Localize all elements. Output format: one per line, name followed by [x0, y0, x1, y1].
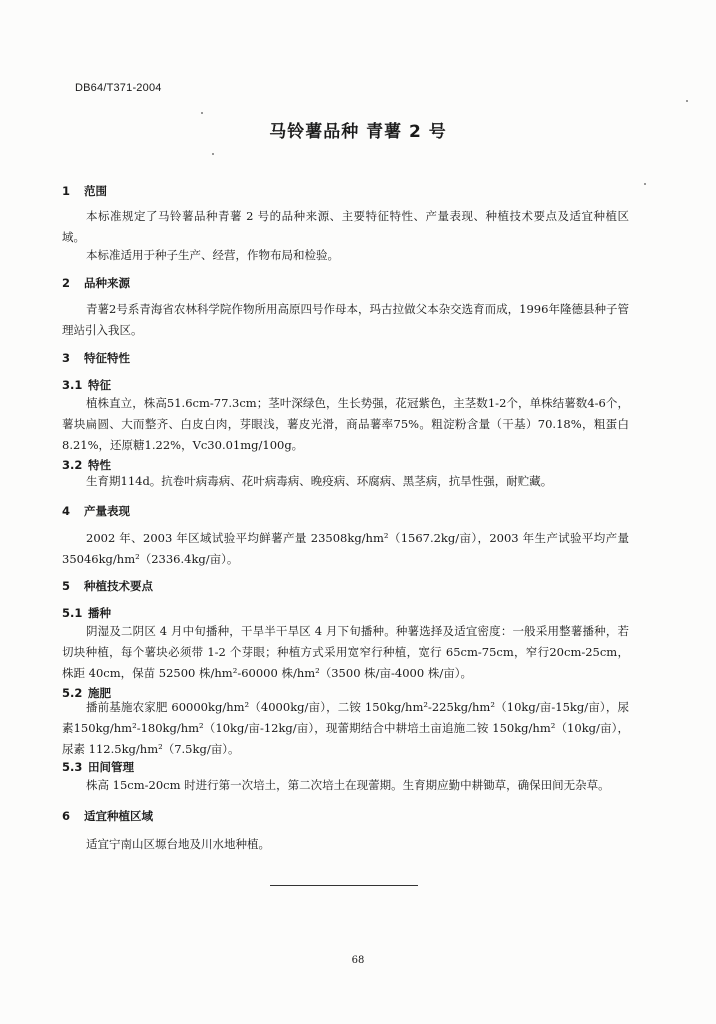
section-4-paragraph: 2002 年、2003 年区域试验平均鲜薯产量 23508kg/hm²（1567.2kg/亩），2003 年生产试验平均产量35046kg/hm²（2336.4kg/亩）。: [62, 531, 629, 566]
subsection-5-2-paragraph: 播前基施农家肥 60000kg/hm²（4000kg/亩），二铵 150kg/hm²-225kg/hm²（10kg/亩-15kg/亩），尿素150kg/hm²-180kg/hm²（10kg/亩-12kg/亩），现蕾期结合中耕培土亩追施二铵 150kg/hm²（10kg/亩），尿素 112.5kg/hm²（7.5kg/亩）。: [62, 700, 629, 756]
scan-speck: [212, 153, 214, 155]
subsection-3-1-paragraph: 植株直立，株高51.6cm-77.3cm；茎叶深绿色，生长势强，花冠紫色，主茎数1-2个，单株结薯数4-6个，薯块扁圆、大而整齐、白皮白肉，芽眼浅，薯皮光滑，商品薯率75%。粗淀粉含量（干基）70.18%，粗蛋白8.21%，还原糖1.22%，Vc30.01mg/100g。: [62, 396, 629, 452]
subsection-number: 5.3: [62, 760, 83, 774]
subsection-number: 5.1: [62, 606, 83, 620]
section-number: 4: [62, 504, 71, 518]
subsection-number: 3.1: [62, 378, 83, 392]
section-3-heading: [62, 350, 130, 366]
scan-speck: [686, 100, 688, 102]
scan-speck: [201, 112, 203, 114]
document-title: 马铃薯品种 青薯 2 号: [269, 122, 447, 142]
section-1-paragraph-2: 本标准适用于种子生产、经营，作物布局和检验。: [86, 248, 339, 262]
section-number: 6: [62, 809, 71, 823]
subsection-5-3-heading: [62, 759, 134, 775]
scan-speck: [644, 183, 646, 185]
section-1-paragraph-1: 本标准规定了马铃薯品种青薯 2 号的品种来源、主要特征特性、产量表现、种植技术要点及适宜种植区域。: [62, 209, 629, 244]
section-number: 3: [62, 351, 71, 365]
section-6-heading: [62, 808, 153, 824]
section-title: 特征特性: [84, 351, 130, 365]
subsection-3-2-paragraph: 生育期114d。抗卷叶病毒病、花叶病毒病、晚疫病、环腐病、黑茎病，抗旱性强，耐贮藏。: [86, 474, 553, 488]
section-title: 产量表现: [84, 504, 130, 518]
subsection-number: 5.2: [62, 686, 83, 700]
section-5-heading: [62, 578, 153, 594]
subsection-title: 播种: [88, 606, 111, 620]
page-number: 68: [351, 955, 365, 966]
subsection-title: 特性: [88, 458, 111, 472]
section-title: 范围: [84, 184, 107, 198]
subsection-title: 田间管理: [88, 760, 134, 774]
footer-divider: [270, 885, 418, 886]
section-1-heading: [62, 183, 107, 199]
section-number: 1: [62, 184, 71, 198]
section-6-paragraph: 适宜宁南山区塬台地及川水地种植。: [86, 837, 270, 851]
section-title: 品种来源: [84, 276, 130, 290]
subsection-5-1-heading: [62, 605, 111, 621]
section-title: 种植技术要点: [84, 579, 153, 593]
subsection-5-3-paragraph: 株高 15cm-20cm 时进行第一次培土，第二次培土在现蕾期。生育期应勤中耕锄草，确保田间无杂草。: [86, 778, 610, 792]
section-number: 2: [62, 276, 71, 290]
section-4-heading: [62, 503, 130, 519]
subsection-5-1-paragraph: 阴湿及二阴区 4 月中旬播种，干旱半干旱区 4 月下旬播种。种薯选择及适宜密度：一般采用整薯播种，若切块种植，每个薯块必须带 1-2 个芽眼；种植方式采用宽窄行种植，宽行 65cm-75cm，窄行20cm-25cm，株距 40cm，保苗 52500 株/hm²-60000 株/hm²（3500 株/亩-4000 株/亩）。: [62, 624, 629, 680]
subsection-title: 施肥: [88, 686, 111, 700]
subsection-title: 特征: [88, 378, 111, 392]
standard-code: DB64/T371-2004: [75, 82, 162, 94]
section-number: 5: [62, 579, 71, 593]
subsection-3-1-heading: [62, 377, 111, 393]
subsection-number: 3.2: [62, 458, 83, 472]
section-2-heading: [62, 275, 130, 291]
section-2-paragraph: 青薯2号系青海省农林科学院作物所用高原四号作母本，玛古拉做父本杂交选育而成，1996年隆德县种子管理站引入我区。: [62, 302, 629, 337]
section-title: 适宜种植区域: [84, 809, 153, 823]
